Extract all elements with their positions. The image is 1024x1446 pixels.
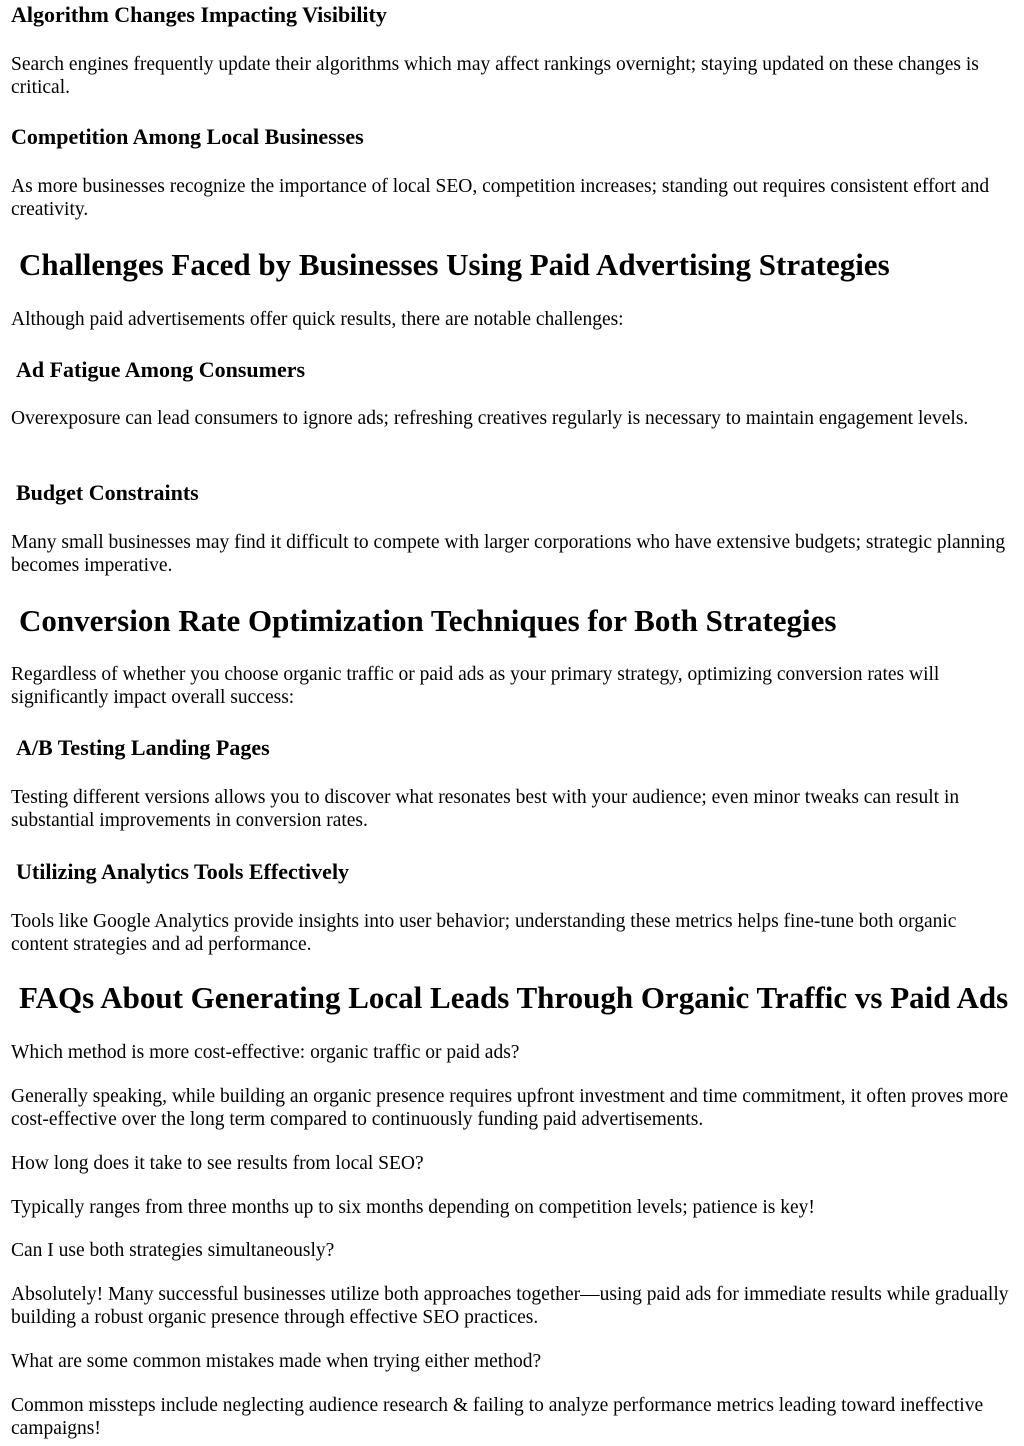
algorithm-changes-heading: Algorithm Changes Impacting Visibility	[11, 2, 387, 27]
paid-challenges-intro: Although paid advertisements offer quick results, there are notable challenges:	[11, 309, 624, 330]
faq-answer: Generally speaking, while building an organic presence requires upfront investment and time commitment, it often proves more cost-effective over the long term compared to continuously funding paid advertisements.	[11, 1086, 1009, 1130]
faq-answer: Absolutely! Many successful businesses utilize both approaches together—using paid ads for immediate results while gradually building a robust organic presence through effective SEO practices.	[11, 1284, 1009, 1328]
ad-fatigue-heading: Ad Fatigue Among Consumers	[16, 357, 306, 382]
budget-constraints-text: Many small businesses may find it difficult to compete with larger corporations who have extensive budgets; strategic planning becomes imperative.	[11, 532, 1006, 576]
ab-testing-heading: A/B Testing Landing Pages	[16, 735, 270, 760]
cro-heading: Conversion Rate Optimization Techniques for Both Strategies	[19, 603, 837, 638]
faq-answer: Common missteps include neglecting audience research & failing to analyze performance metrics leading toward ineffective campaigns!	[11, 1395, 984, 1439]
faq-answer: Typically ranges from three months up to six months depending on competition levels; patience is key!	[11, 1197, 815, 1218]
analytics-tools-heading: Utilizing Analytics Tools Effectively	[16, 859, 350, 884]
faq-question: Which method is more cost-effective: organic traffic or paid ads?	[11, 1042, 520, 1063]
analytics-tools-text: Tools like Google Analytics provide insights into user behavior; understanding these metrics helps fine-tune both organic content strategies and ad performance.	[11, 911, 957, 955]
ad-fatigue-text: Overexposure can lead consumers to ignore ads; refreshing creatives regularly is necessary to maintain engagement levels.	[11, 408, 969, 429]
ab-testing-text: Testing different versions allows you to discover what resonates best with your audience; even minor tweaks can result in substantial improvements in conversion rates.	[11, 787, 960, 831]
faq-heading: FAQs About Generating Local Leads Through Organic Traffic vs Paid Ads	[19, 980, 1009, 1015]
paid-challenges-heading: Challenges Faced by Businesses Using Paid Advertising Strategies	[19, 247, 890, 282]
algorithm-changes-text: Search engines frequently update their algorithms which may affect rankings overnight; staying updated on these changes is critical.	[11, 54, 979, 98]
budget-constraints-heading: Budget Constraints	[16, 480, 199, 505]
competition-text: As more businesses recognize the importance of local SEO, competition increases; standing out requires consistent effort and creativity.	[11, 176, 990, 220]
faq-question: What are some common mistakes made when trying either method?	[11, 1351, 542, 1372]
competition-heading: Competition Among Local Businesses	[11, 124, 364, 149]
faq-question: Can I use both strategies simultaneously?	[11, 1240, 335, 1261]
cro-intro: Regardless of whether you choose organic traffic or paid ads as your primary strategy, optimizing conversion rates will significantly impact overall success:	[11, 664, 940, 708]
faq-question: How long does it take to see results from local SEO?	[11, 1153, 424, 1174]
